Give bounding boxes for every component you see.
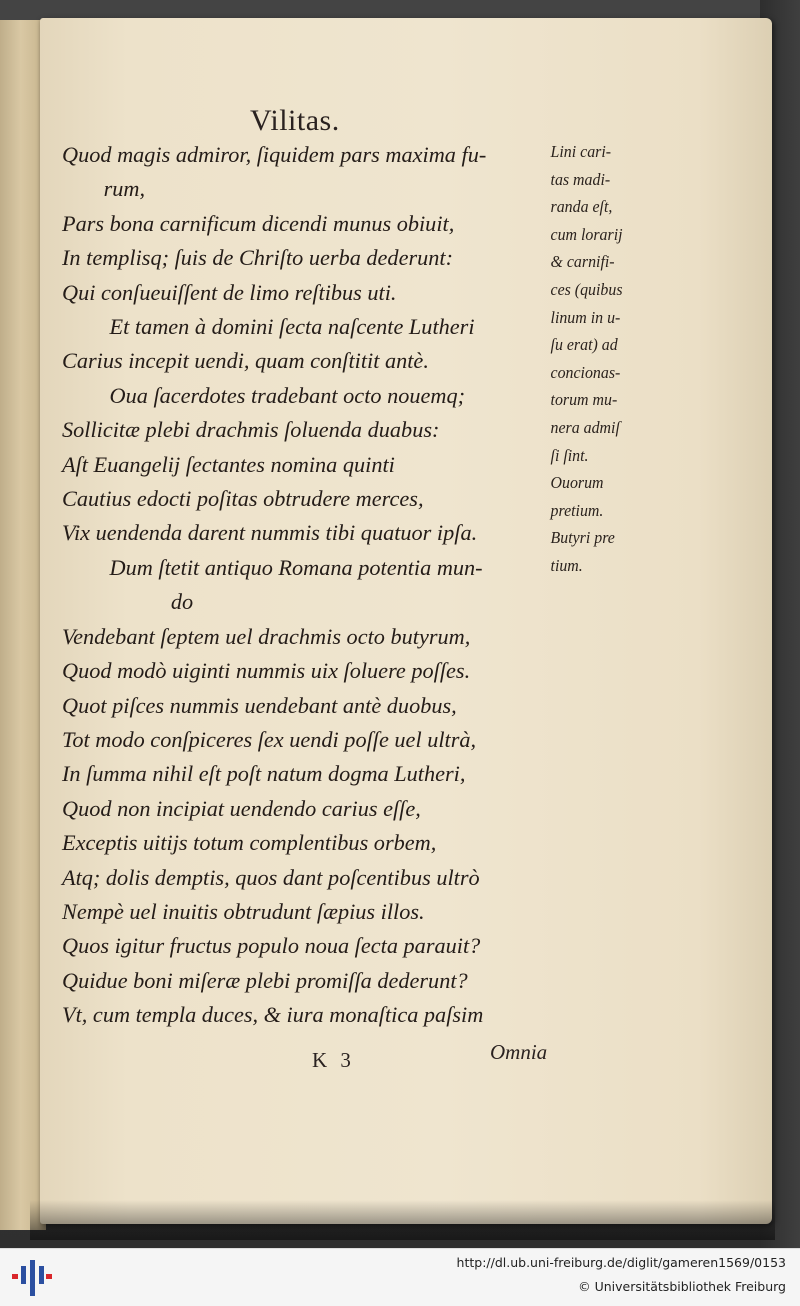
marginal-note-line: & carnifi- <box>550 252 615 272</box>
page-shadow <box>30 1200 775 1240</box>
marginal-note-line: tium. <box>550 555 583 575</box>
verse-line: Oua ſacerdotes tradebant octo nouemq; <box>109 382 466 408</box>
running-head: Vilitas. <box>250 104 340 137</box>
verse-line: Quod non incipiat uendendo carius eſſe, <box>62 795 421 821</box>
signature-mark: K 3 <box>312 1048 355 1072</box>
viewer-footer <box>0 1248 800 1306</box>
verse-line: Cautius edocti poſitas obtrudere merces, <box>62 486 424 512</box>
marginal-note-line: pretium. <box>550 500 604 520</box>
catchword: Omnia <box>490 1040 548 1064</box>
verse-line: Aſt Euangelij ſectantes nomina quinti <box>62 451 395 477</box>
verse-line: Qui conſueuiſſent de limo reſtibus uti. <box>62 279 397 305</box>
marginal-note-line: linum in u- <box>550 307 621 327</box>
copyright-notice: © Universitätsbibliothek Freiburg <box>578 1279 786 1294</box>
verse-line: Nempè uel inuitis obtrudunt ſæpius illos. <box>62 898 425 924</box>
marginal-note-line: ces (quibus <box>550 279 623 299</box>
marginal-note-line: randa eſt, <box>550 197 613 217</box>
verse-line: Pars bona carnificum dicendi munus obiuit, <box>62 210 455 236</box>
verse-line: Sollicitæ plebi drachmis ſoluenda duabus: <box>62 417 440 443</box>
verse-line: In ſumma nihil eſt poſt natum dogma Lutheri, <box>62 761 466 787</box>
marginal-note-line: ſu erat) ad <box>550 335 618 355</box>
marginal-note-line: nera admiſ <box>550 417 620 437</box>
verse-line: Quod magis admiror, ſiquidem pars maxima fu- <box>62 142 487 167</box>
library-logo-icon <box>12 1260 52 1296</box>
permalink[interactable]: http://dl.ub.uni-freiburg.de/diglit/gameren1569/0153 <box>456 1255 786 1270</box>
verse-line: In templisq; ſuis de Chriſto uerba dederunt: <box>62 245 454 271</box>
verse-line: Tot modo conſpiceres ſex uendi poſſe uel ultrà, <box>62 726 477 752</box>
verse-line: Et tamen à domini ſecta naſcente Lutheri <box>109 314 475 340</box>
verse-line: Quot piſces nummis uendebant antè duobus, <box>62 692 457 718</box>
verse-line: Carius incepit uendi, quam conſtitit antè. <box>62 348 429 374</box>
marginal-note-line: concionas- <box>550 362 621 382</box>
marginal-notes <box>548 138 688 580</box>
marginal-note-line: Ouorum <box>550 473 604 493</box>
marginal-note-line: cum lorarij <box>550 224 623 244</box>
verse-line: Exceptis uitijs totum complentibus orbem, <box>62 830 437 856</box>
marginal-note-line: torum mu- <box>550 390 618 410</box>
verse-line: Dum ſtetit antiquo Romana potentia mun- <box>109 554 483 580</box>
verse-line: Vt, cum templa duces, & iura monaſtica paſsim <box>62 1002 484 1028</box>
marginal-note-line: ſi ſint. <box>550 445 589 465</box>
verse-line: Vix uendenda darent nummis tibi quatuor ipſa. <box>62 520 478 546</box>
verse-line: do <box>170 589 194 615</box>
verse-text <box>62 138 552 1033</box>
marginal-note-line: tas madi- <box>550 169 611 189</box>
verse-line: Quos igitur fructus populo noua ſecta parauit? <box>62 933 481 959</box>
marginal-note-line: Lini cari- <box>550 142 612 161</box>
verse-line: Atq; dolis demptis, quos dant poſcentibus ultrò <box>62 864 480 890</box>
marginal-note-line: Butyri pre <box>550 528 615 548</box>
verse-line: Quod modò uiginti nummis uix ſoluere poſſes. <box>62 658 471 684</box>
verse-line: rum, <box>103 176 146 202</box>
verse-line: Vendebant ſeptem uel drachmis octo butyrum, <box>62 623 471 649</box>
verse-line: Quidue boni miſeræ plebi promiſſa dederunt? <box>62 967 468 993</box>
